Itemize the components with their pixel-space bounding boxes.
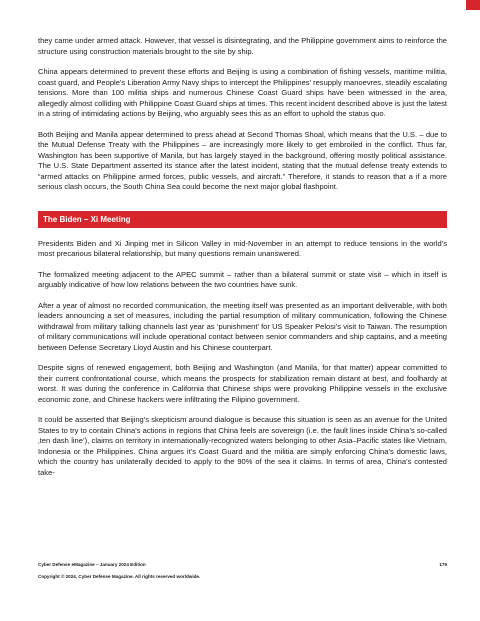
footer-publication: Cyber Defense eMagazine – January 2024 Edition	[38, 562, 146, 567]
paragraph-5: The formalized meeting adjacent to the APEC summit – rather than a bilateral summit or state visit – which in itself is arguably indicative of how low relations between the two countries have sunk.	[38, 269, 447, 289]
paragraph-7: Despite signs of renewed engagement, both Beijing and Washington (and Manila, for that matter) appear committed to their current confrontational course, which means the prospects for stabilization remain distant at best, and foolhardy at worst. It was during the conference in California that Chinese ships were provoking Philippine vessels in the exclusive economic zone, and Chinese hackers were infiltrating the Filipino government.	[38, 363, 447, 404]
footer-page-number: 179	[439, 562, 447, 567]
paragraph-8: It could be asserted that Beijing’s skepticism around dialogue is because this situation is seen as an avenue for the United States to try to contain China’s actions in regions that China feels are sovereign (i.e. the fault lines inside China’s so-called ‚ten dash line’), claims on territory in internationally-recognized waters belonging to other Asia–Pacific states like Vietnam, Indonesia or the Philippines. China argues it’s Coast Guard and the militia are simply enforcing China’s domestic laws, which the country has unilaterally decided to apply to the 90% of the sea it claims. In terms of area, China’s contested take-	[38, 415, 447, 477]
section-heading: The Biden – Xi Meeting	[38, 211, 447, 228]
paragraph-3: Both Beijing and Manila appear determined to press ahead at Second Thomas Shoal, which means that the U.S. – due to the Mutual Defense Treaty with the Philippines – are increasingly more likely to get embroiled in the conflict. Thus far, Washington has been supportive of Manila, but has largely stayed in the background, offering mostly political assistance. The U.S. State Department asserted its stance after the latest incident, stating that the mutual defense treaty extends to “armed attacks on Philippine armed forces, public vessels, and aircraft.” Therefore, it stands to reason that a if a more serious clash occurs, the South China Sea could become the next major global flashpoint.	[38, 129, 447, 191]
footer-copyright-line	[38, 574, 447, 582]
paragraph-2: China appears determined to prevent these efforts and Beijing is using a combination of fishing vessels, maritime militia, coast guard, and People’s Liberation Army Navy ships to intercept the Philippines’ resupply manoevres, steadily escalating tensions. More than 100 militia ships and numerous Chinese Coast Guard ships have been witnessed in the area, allegedly almost colliding with Philippine Coast Guard ships at times. This recent incident described above is just the latest in a string of intimidating actions by Beijing, who arguably sees this as an effort to uphold the status quo.	[38, 67, 447, 118]
corner-accent-mark	[466, 0, 480, 10]
footer-edition-line	[38, 562, 447, 570]
paragraph-4: Presidents Biden and Xi Jinping met in Silicon Valley in mid-November in an attempt to reduce tensions in the world’s most precarious bilateral relationship, but many questions remain unanswered.	[38, 238, 447, 258]
paragraph-6: After a year of almost no recorded communication, the meeting itself was presented as an important deliverable, with both leaders announcing a set of measures, including the partial resumption of military communication, following the Chinese withdrawal from military talking channels last year as ‘punishment’ for US Speaker Pelosi’s visit to Taiwan. The resumption of military communications will include operational contact between senior commanders and ship captains, and a meeting between Defense Secretary Lloyd Austin and his Chinese counterpart.	[38, 300, 447, 352]
paragraph-1: they came under armed attack. However, that vessel is disintegrating, and the Philippine government aims to reinforce the structure using construction materials brought to the site by ship.	[38, 36, 447, 56]
article-body	[38, 36, 447, 488]
footer-copyright: Copyright © 2024, Cyber Defense Magazine. All rights reserved worldwide.	[38, 574, 201, 579]
